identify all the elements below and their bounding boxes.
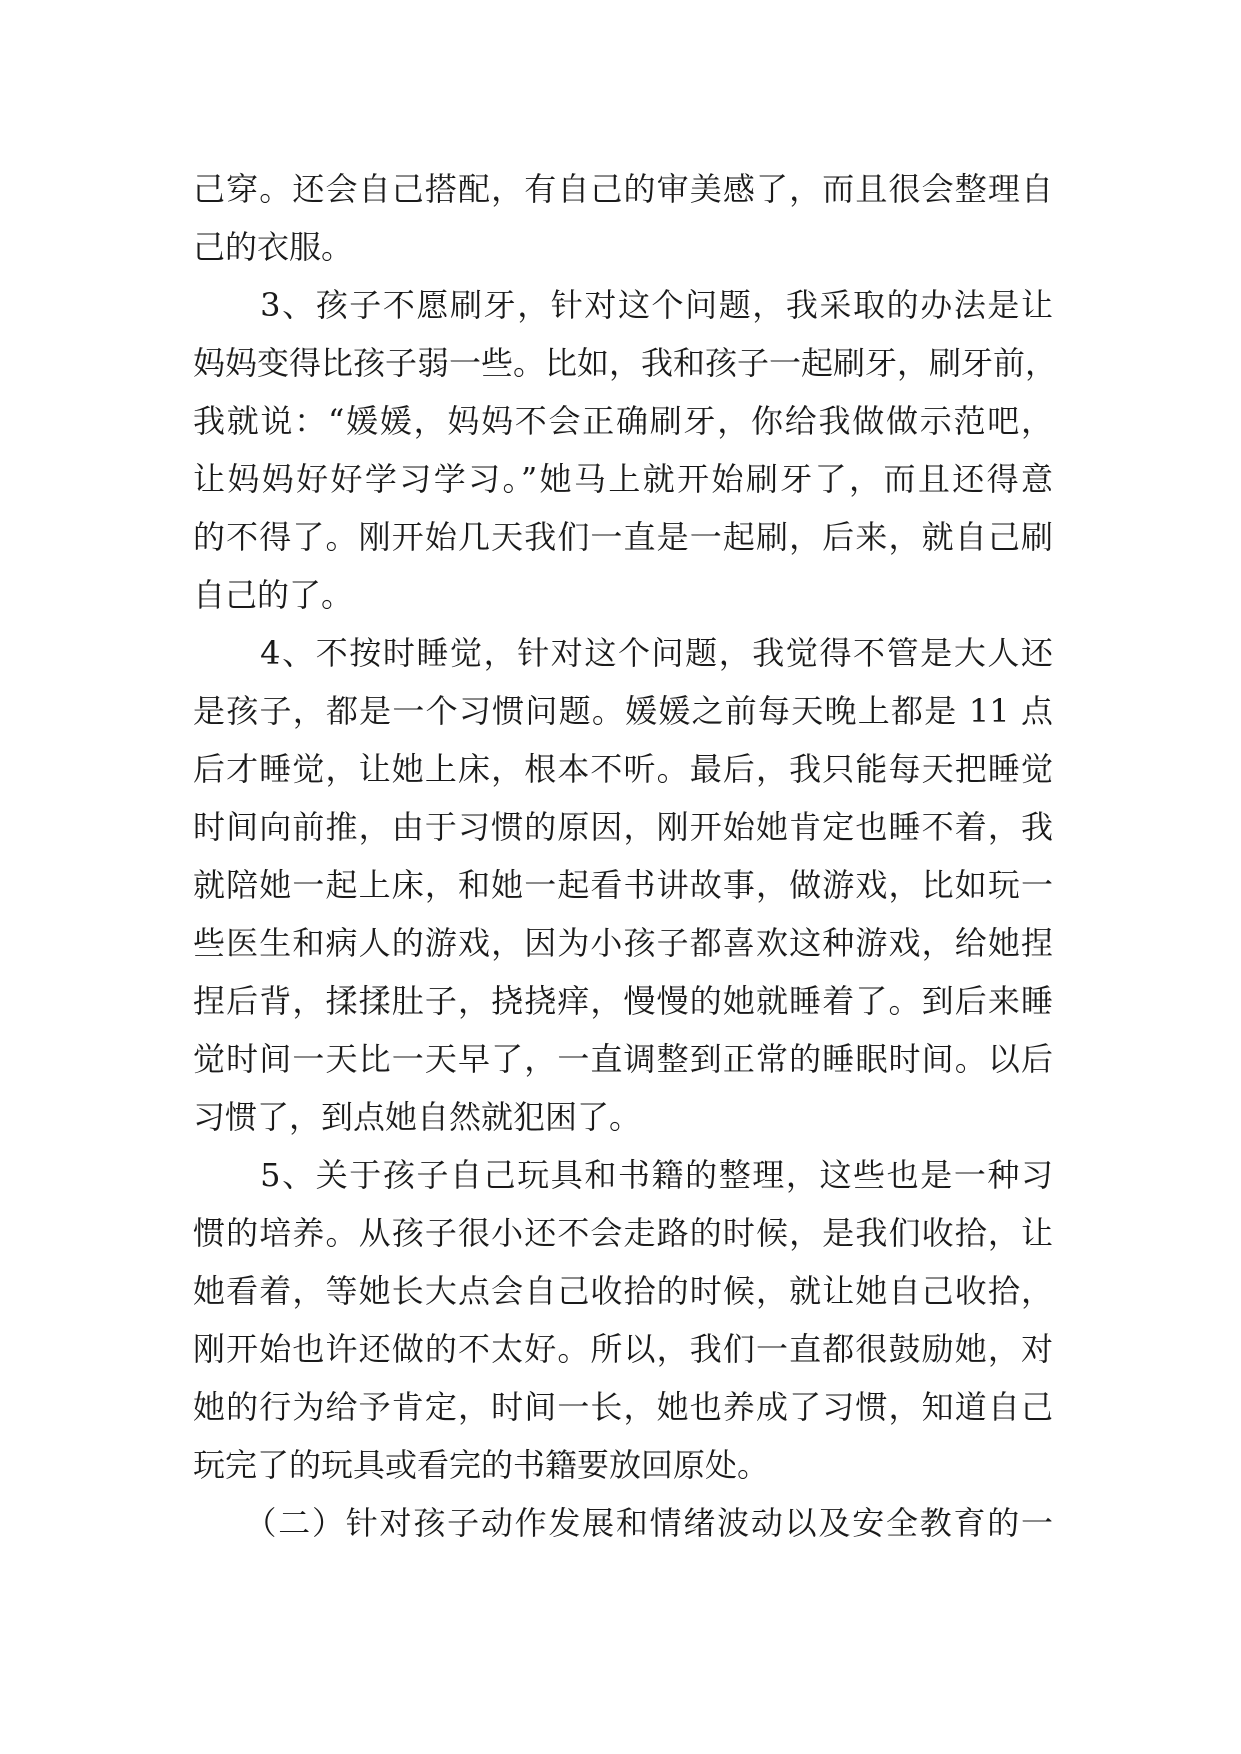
text-line: 让妈妈好好学习学习。”她马上就开始刷牙了，而且还得意 [193, 460, 1053, 498]
text-line: 己的衣服。 [193, 228, 354, 266]
text-line: 惯的培养。从孩子很小还不会走路的时候，是我们收拾，让 [193, 1214, 1053, 1252]
text-line: 习惯了，到点她自然就犯困了。 [193, 1098, 642, 1136]
text-line: 捏后背，揉揉肚子，挠挠痒，慢慢的她就睡着了。到后来睡 [193, 982, 1053, 1020]
text-line: 她的行为给予肯定，时间一长，她也养成了习惯，知道自己 [193, 1388, 1053, 1426]
text-line: 3、孩子不愿刷牙，针对这个问题，我采取的办法是让 [193, 286, 1053, 324]
text-line: 是孩子，都是一个习惯问题。媛媛之前每天晚上都是 11 点 [193, 692, 1053, 730]
text-line: 就陪她一起上床，和她一起看书讲故事，做游戏，比如玩一 [193, 866, 1053, 904]
text-line: 她看着，等她长大点会自己收拾的时候，就让她自己收拾， [193, 1272, 1053, 1310]
text-line: （二）针对孩子动作发展和情绪波动以及安全教育的一 [193, 1504, 1053, 1542]
text-line: 玩完了的玩具或看完的书籍要放回原处。 [193, 1446, 770, 1484]
text-line: 些医生和病人的游戏，因为小孩子都喜欢这种游戏，给她捏 [193, 924, 1053, 962]
text-line: 5、关于孩子自己玩具和书籍的整理，这些也是一种习 [193, 1156, 1053, 1194]
text-line: 后才睡觉，让她上床，根本不听。最后，我只能每天把睡觉 [193, 750, 1053, 788]
body-text [193, 160, 1058, 1552]
text-line: 的不得了。刚开始几天我们一直是一起刷，后来，就自己刷 [193, 518, 1053, 556]
text-line: 自己的了。 [193, 576, 354, 614]
text-line: 己穿。还会自己搭配，有自己的审美感了，而且很会整理自 [193, 170, 1053, 208]
text-line: 妈妈变得比孩子弱一些。比如，我和孩子一起刷牙，刷牙前， [193, 344, 1058, 382]
text-line: 我就说：“媛媛，妈妈不会正确刷牙，你给我做做示范吧， [193, 402, 1053, 440]
text-line: 时间向前推，由于习惯的原因，刚开始她肯定也睡不着，我 [193, 808, 1053, 846]
text-line: 4、不按时睡觉，针对这个问题，我觉得不管是大人还 [193, 634, 1053, 672]
text-line: 觉时间一天比一天早了，一直调整到正常的睡眠时间。以后 [193, 1040, 1053, 1078]
text-line: 刚开始也许还做的不太好。所以，我们一直都很鼓励她，对 [193, 1330, 1053, 1368]
